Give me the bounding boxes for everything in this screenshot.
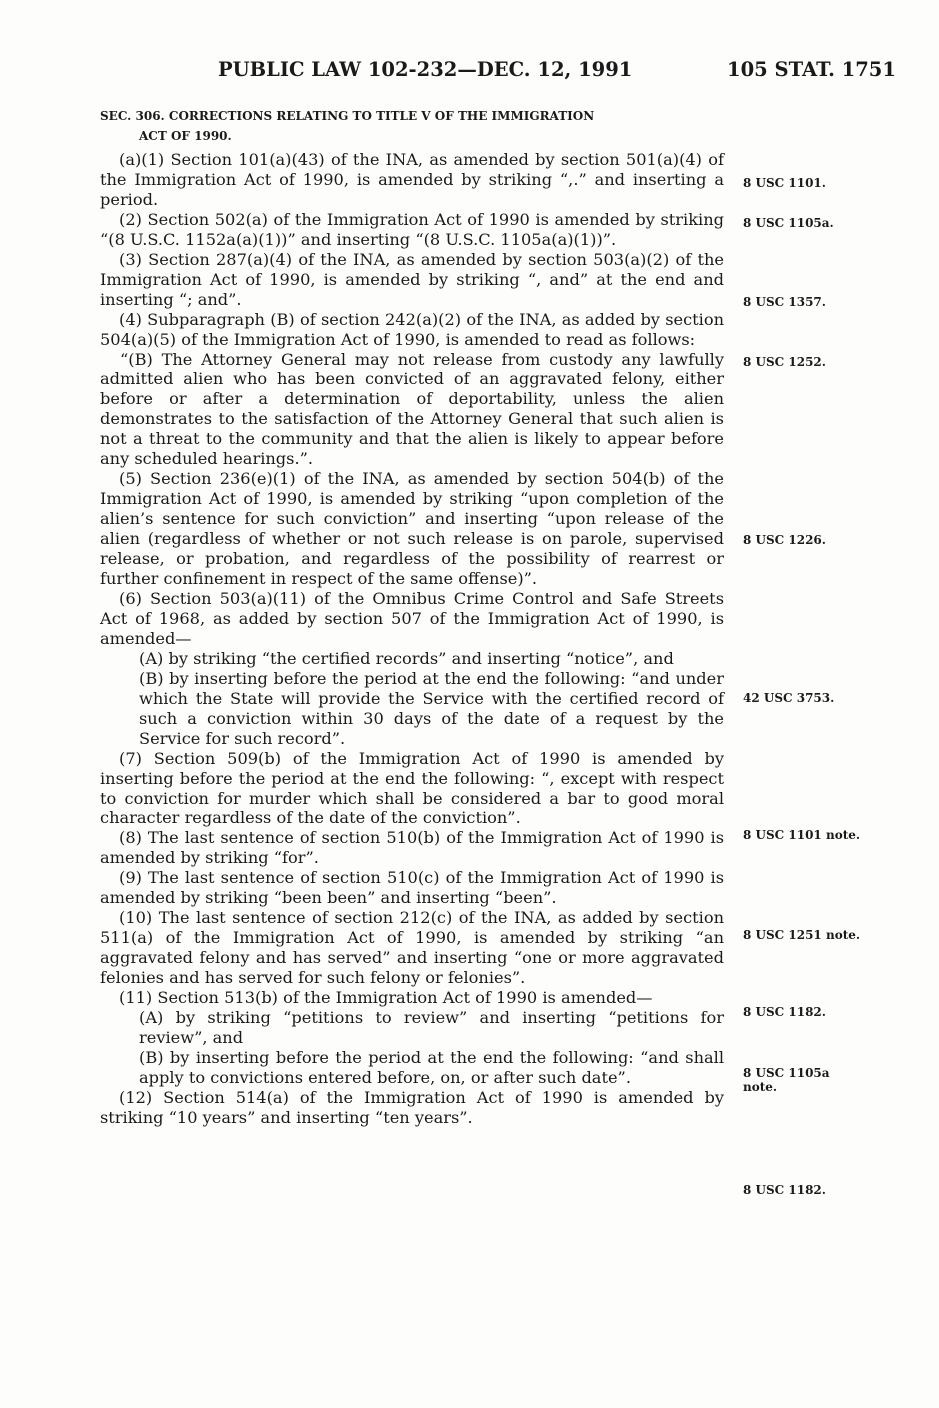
section-heading xyxy=(100,106,720,146)
margin-note-citation: 8 USC 1252. xyxy=(743,355,826,369)
paragraph-6-a: (A) by striking “the certified records” and inserting “notice”, and xyxy=(139,648,674,668)
margin-note-citation: 8 USC 1101 note. xyxy=(743,828,861,842)
paragraph-8: (8) The last sentence of section 510(b) of the Immigration Act of 1990 is amended by striking “for”. xyxy=(100,828,724,868)
margin-note-citation: 8 USC 1105a xyxy=(743,1066,830,1080)
margin-note-citation: note. xyxy=(743,1080,778,1094)
quoted-subparagraph-b: “(B) The Attorney General may not release from custody any lawfully admitted alien who has been convicted of an aggravated felony, either before or after a determination of deportability, unless the alien demonstrates to the satisfaction of the Attorney General that such alien is not a threat to the community and that the alien is likely to appear before any scheduled hearings.”. xyxy=(100,349,724,469)
paragraph-4: (4) Subparagraph (B) of section 242(a)(2) of the INA, as added by section 504(a)(5) of the Immigration Act of 1990, is amended to read as follows: xyxy=(100,309,724,349)
section-heading-line2: ACT OF 1990. xyxy=(139,129,232,143)
margin-note-citation: 8 USC 1357. xyxy=(743,295,826,309)
paragraph-a1: (a)(1) Section 101(a)(43) of the INA, as amended by section 501(a)(4) of the Immigration Act of 1990, is amended by striking “,.” and inserting a period. xyxy=(100,150,724,209)
margin-note-citation: 8 USC 1105a. xyxy=(743,216,834,230)
section-body xyxy=(100,150,724,1128)
margin-note-citation: 8 USC 1251 note. xyxy=(743,928,861,942)
margin-note-citation: 8 USC 1182. xyxy=(743,1005,826,1019)
margin-note-citation: 42 USC 3753. xyxy=(743,691,835,705)
paragraph-7: (7) Section 509(b) of the Immigration Act of 1990 is amended by inserting before the period at the end the following: “, except with respect to conviction for murder which shall be considered a bar to good moral character regardless of the date of the conviction”. xyxy=(100,748,724,828)
paragraph-6: (6) Section 503(a)(11) of the Omnibus Crime Control and Safe Streets Act of 1968, as added by section 507 of the Immigration Act of 1990, is amended— xyxy=(100,588,724,648)
paragraph-3: (3) Section 287(a)(4) of the INA, as amended by section 503(a)(2) of the Immigration Act of 1990, is amended by striking “, and” at the end and inserting “; and”. xyxy=(100,249,724,309)
paragraph-11: (11) Section 513(b) of the Immigration Act of 1990 is amended— xyxy=(119,988,653,1008)
margin-note-citation: 8 USC 1101. xyxy=(743,176,826,190)
paragraph-12: (12) Section 514(a) of the Immigration Act of 1990 is amended by striking “10 years” and inserting “ten years”. xyxy=(100,1087,724,1127)
running-header-page: 105 STAT. 1751 xyxy=(727,58,896,81)
paragraph-11-a: (A) by striking “petitions to review” and inserting “petitions for review”, and xyxy=(139,1007,724,1047)
section-heading-line1: SEC. 306. CORRECTIONS RELATING TO TITLE V OF THE IMMIGRATION xyxy=(100,109,595,123)
paragraph-6-b: (B) by inserting before the period at the end the following: “and under which the State will provide the Service with the certified record of such a conviction within 30 days of the date of a request by the Service for such record”. xyxy=(139,668,724,748)
running-header-title: PUBLIC LAW 102-232—DEC. 12, 1991 xyxy=(218,58,633,81)
paragraph-10: (10) The last sentence of section 212(c) of the INA, as added by section 511(a) of the Immigration Act of 1990, is amended by striking “an aggravated felony and has served” and inserting “one or more aggravated felonies and has served for such felony or felonies”. xyxy=(100,908,724,988)
paragraph-9: (9) The last sentence of section 510(c) of the Immigration Act of 1990 is amended by striking “been been” and inserting “been”. xyxy=(100,868,724,908)
paragraph-5: (5) Section 236(e)(1) of the INA, as amended by section 504(b) of the Immigration Act of 1990, is amended by striking “upon completion of the alien’s sentence for such conviction” and inserting “upon release of the alien (regardless of whether or not such release is on parole, supervised release, or probation, and regardless of the possibility of rearrest or further confinement in respect of the same offense)”. xyxy=(100,469,724,589)
paragraph-2: (2) Section 502(a) of the Immigration Act of 1990 is amended by striking “(8 U.S.C. 1152a(a)(1))” and inserting “(8 U.S.C. 1105a(a)(1))”. xyxy=(100,209,724,249)
paragraph-11-b: (B) by inserting before the period at the end the following: “and shall apply to convictions entered before, on, or after such date”. xyxy=(139,1047,724,1087)
margin-note-citation: 8 USC 1182. xyxy=(743,1183,826,1197)
margin-note-citation: 8 USC 1226. xyxy=(743,533,826,547)
